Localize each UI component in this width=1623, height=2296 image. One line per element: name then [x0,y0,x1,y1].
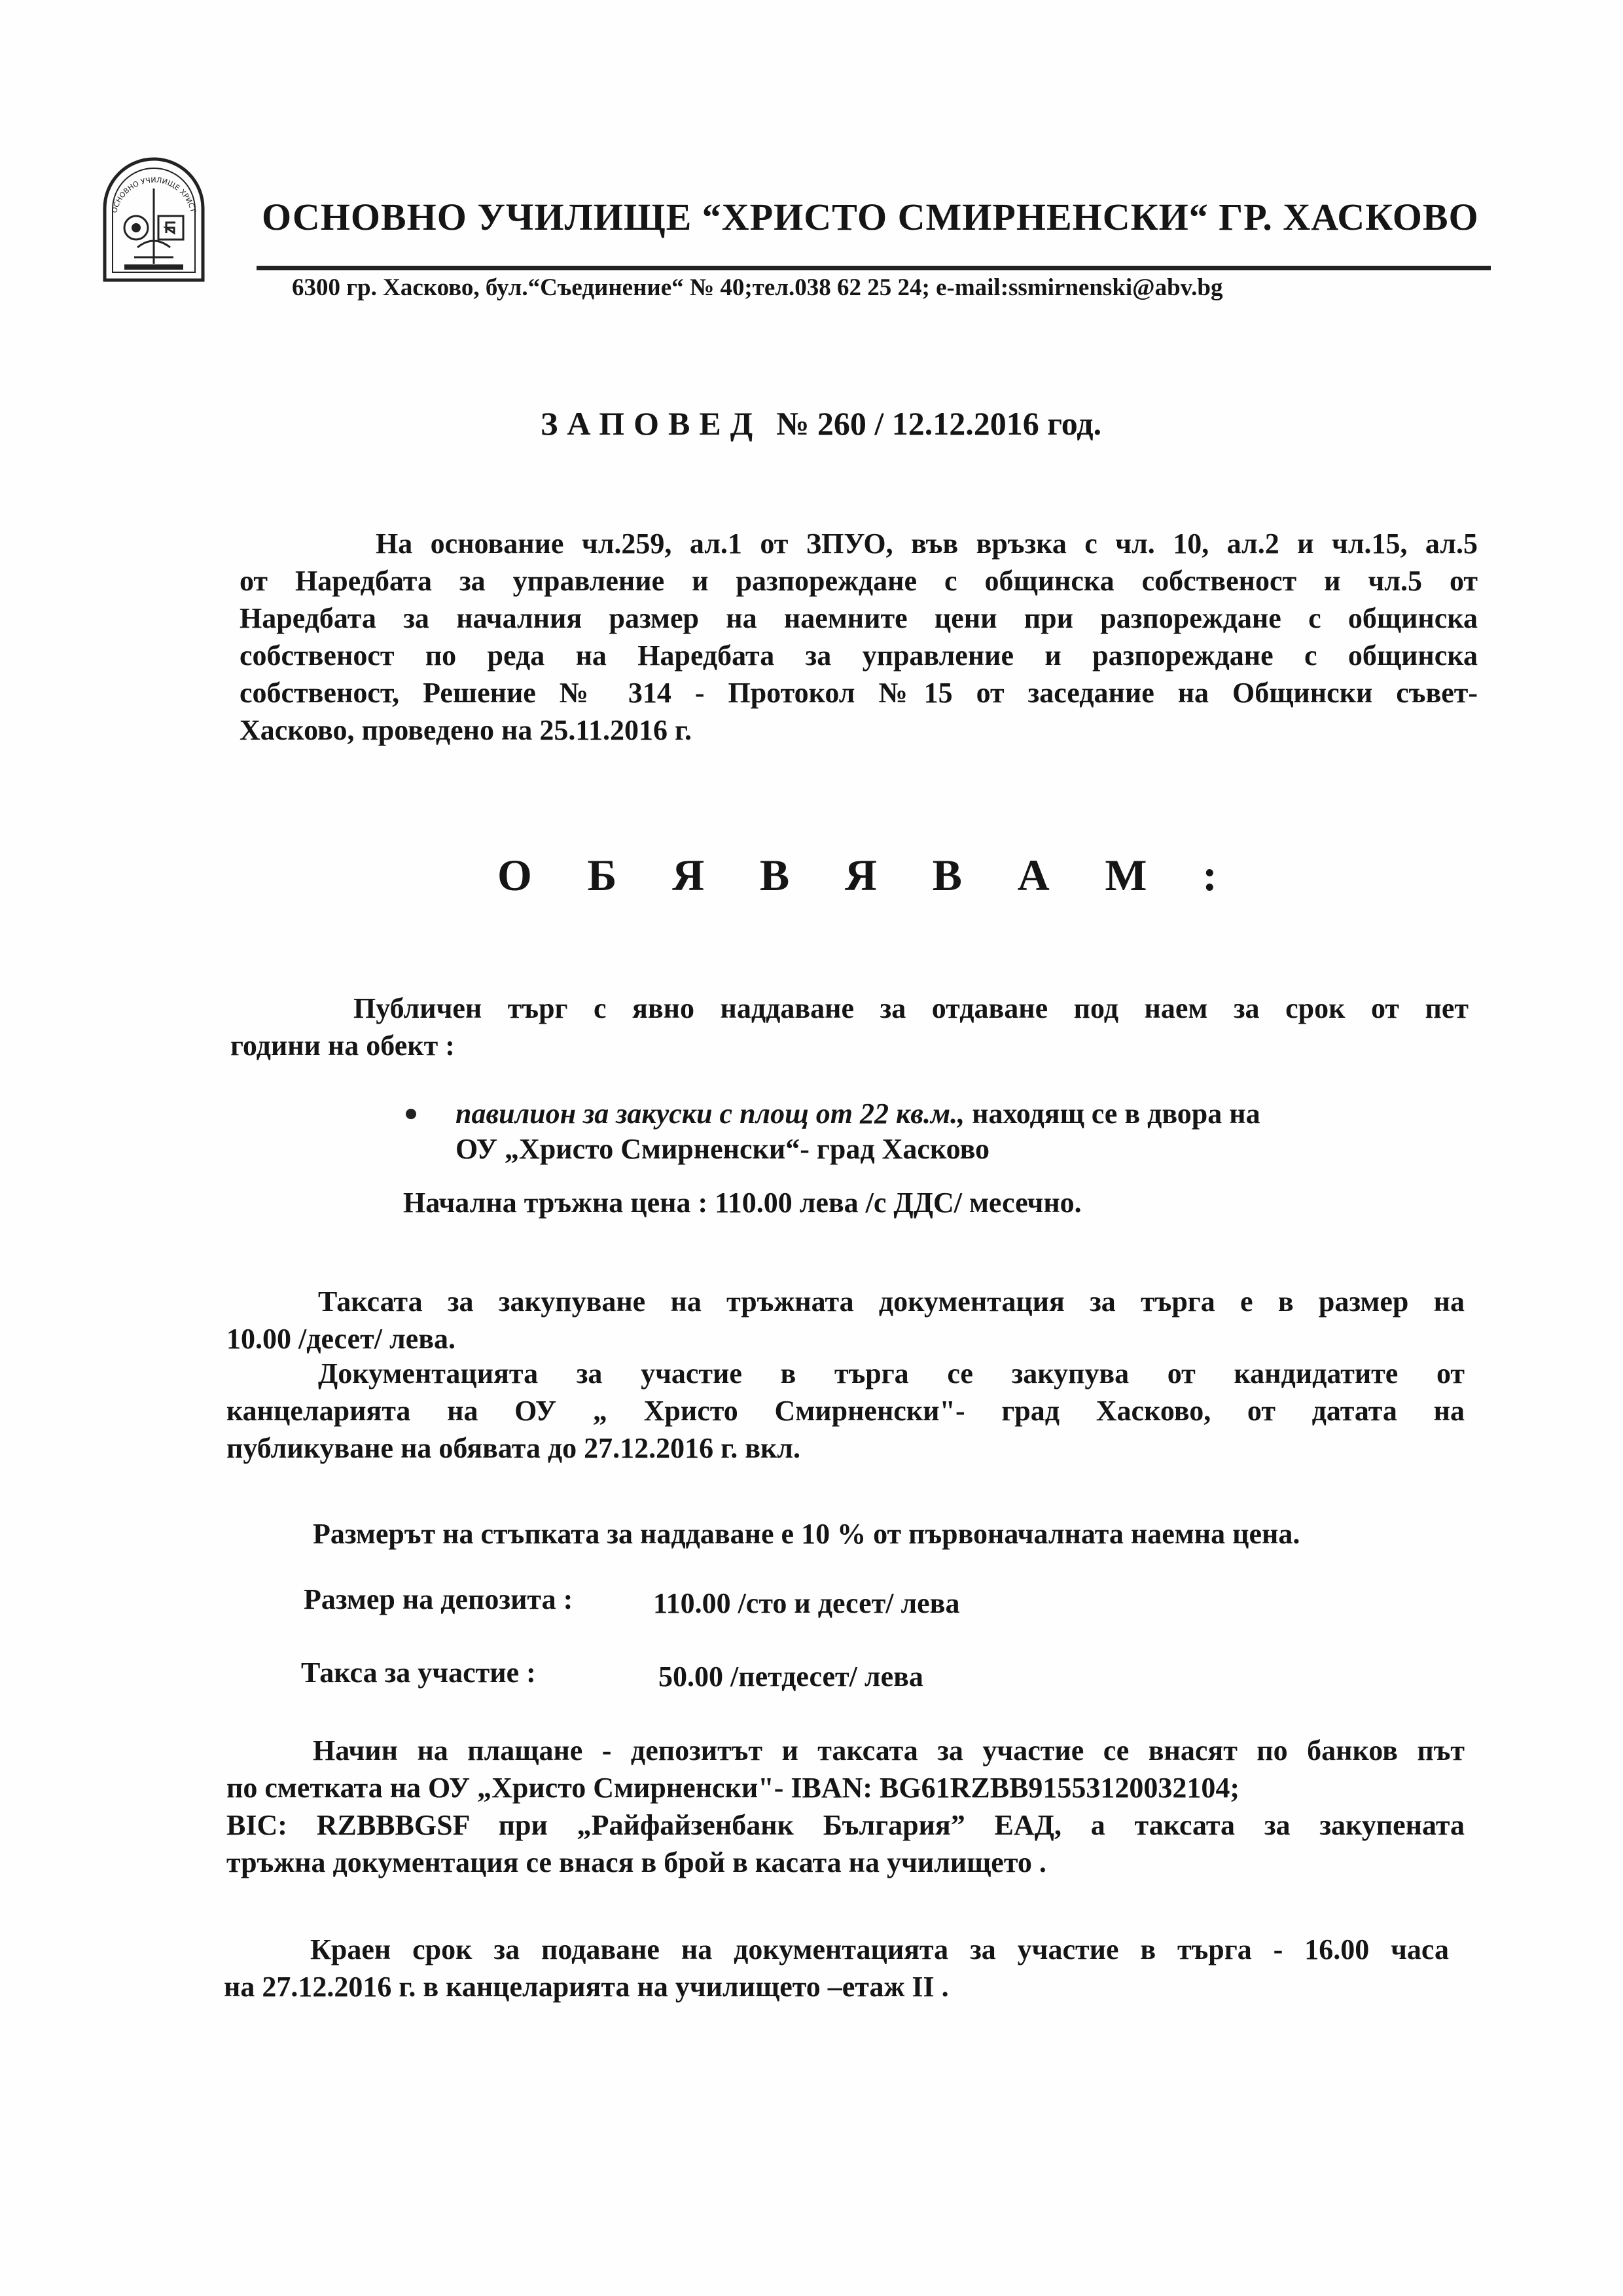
deposit-label: Размер на депозита : [304,1583,573,1615]
paragraph-line: Хасково, проведено на 25.11.2016 г. [240,714,692,746]
start-price: Начална тръжна цена : 110.00 лева /с ДДС/ месечно. [403,1187,1082,1219]
deadline-paragraph [224,1931,1449,2005]
bullet-icon [406,1109,416,1119]
auction-item-location: находящ се в двора на [965,1098,1260,1130]
announce-letter: В [759,850,790,900]
school-name: ОСНОВНО УЧИЛИЩЕ “ХРИСТО СМИРНЕНСКИ“ ГР. ХАСКОВО [262,196,1479,238]
paragraph-line: години на обект : [230,1030,455,1062]
fee-paragraph [226,1283,1465,1357]
order-title [541,404,1101,442]
paragraph-line: по сметката на ОУ „Христо Смирненски"- IBAN: BG61RZBB91553120032104; [226,1772,1240,1804]
paragraph-line: собственост по реда на Наредбата за управление и разпореждане с общинска [240,639,1478,672]
announce-letter: Я [672,850,705,900]
payment-paragraph [226,1732,1465,1881]
announce-letter: О [497,850,532,900]
paragraph-line: Наредбата за началния размер на наемните цени при разпореждане с общинска [240,602,1478,634]
paragraph-line: Публичен търг с явно наддаване за отдаване под наем за срок от пет [353,992,1469,1024]
bid-step: Размерът на стъпката за наддаване е 10 % от първоначалната наемна цена. [313,1518,1300,1550]
paragraph-line: Начин на плащане - депозитът и таксата за участие се внасят по банков път [313,1734,1465,1767]
paragraph-line: на 27.12.2016 г. в канцеларията на училището –етаж II . [224,1971,949,2003]
basis-paragraph [240,525,1478,749]
paragraph-line: Документацията за участие в търга се закупува от кандидатите от [318,1357,1465,1390]
announce-letter: : [1202,850,1217,900]
school-logo [98,149,209,284]
order-word: ЗАПОВЕД [541,405,762,442]
order-number: № 260 / 12.12.2016 год. [776,405,1102,442]
logo-arc-text: ОСНОВНО УЧИЛИЩЕ ХРИСТ [110,175,198,214]
paragraph-line: тръжна документация се внася в брой в касата на училището . [226,1846,1046,1878]
paragraph-line: собственост, Решение № 314 - Протокол №15 от заседание на Общински съвет- [240,677,1478,709]
paragraph-line: BIC: RZBBBGSF при „Райфайзенбанк България” ЕАД, а таксата за закупената [226,1809,1465,1841]
auction-paragraph [230,990,1469,1064]
auction-item-name: павилион за закуски с площ от 22 кв.м., [455,1098,965,1130]
announce-letter: М [1105,850,1147,900]
school-address: 6300 гр. Хасково, бул.“Съединение“ № 40;тел.038 62 25 24; e-mail:ssmirnenski@abv.bg [292,274,1223,301]
paragraph-line: публикуване на обявата до 27.12.2016 г. вкл. [226,1432,800,1464]
announce-letter: В [932,850,963,900]
announce-letter: Я [844,850,878,900]
announce-letter: А [1017,850,1050,900]
paragraph-line: от Наредбата за управление и разпореждане с общинска собственост и чл.5 от [240,565,1478,597]
auction-item [455,1097,1260,1130]
header-divider [257,266,1491,270]
paragraph-line: 10.00 /десет/ лева. [226,1323,455,1355]
announce-letter: Б [587,850,617,900]
paragraph-line: канцеларията на ОУ „ Христо Смирненски"- град Хасково, от датата на [226,1395,1465,1427]
paragraph-line: На основание чл.259, ал.1 от ЗПУО, във връзка с чл. 10, ал.2 и чл.15, ал.5 [376,528,1478,560]
participation-label: Такса за участие : [301,1657,536,1689]
auction-item-line2: ОУ „Христо Смирненски“- град Хасково [455,1133,990,1165]
paragraph-line: Краен срок за подаване на документацията за участие в търга - 16.00 часа [310,1933,1449,1965]
documentation-paragraph [226,1355,1465,1467]
participation-value: 50.00 /петдесет/ лева [658,1660,923,1693]
paragraph-line: Таксата за закупуване на тръжната документация за търга е в размер на [318,1285,1465,1318]
announcement-heading [497,850,1217,901]
deposit-value: 110.00 /сто и десет/ лева [653,1587,960,1619]
